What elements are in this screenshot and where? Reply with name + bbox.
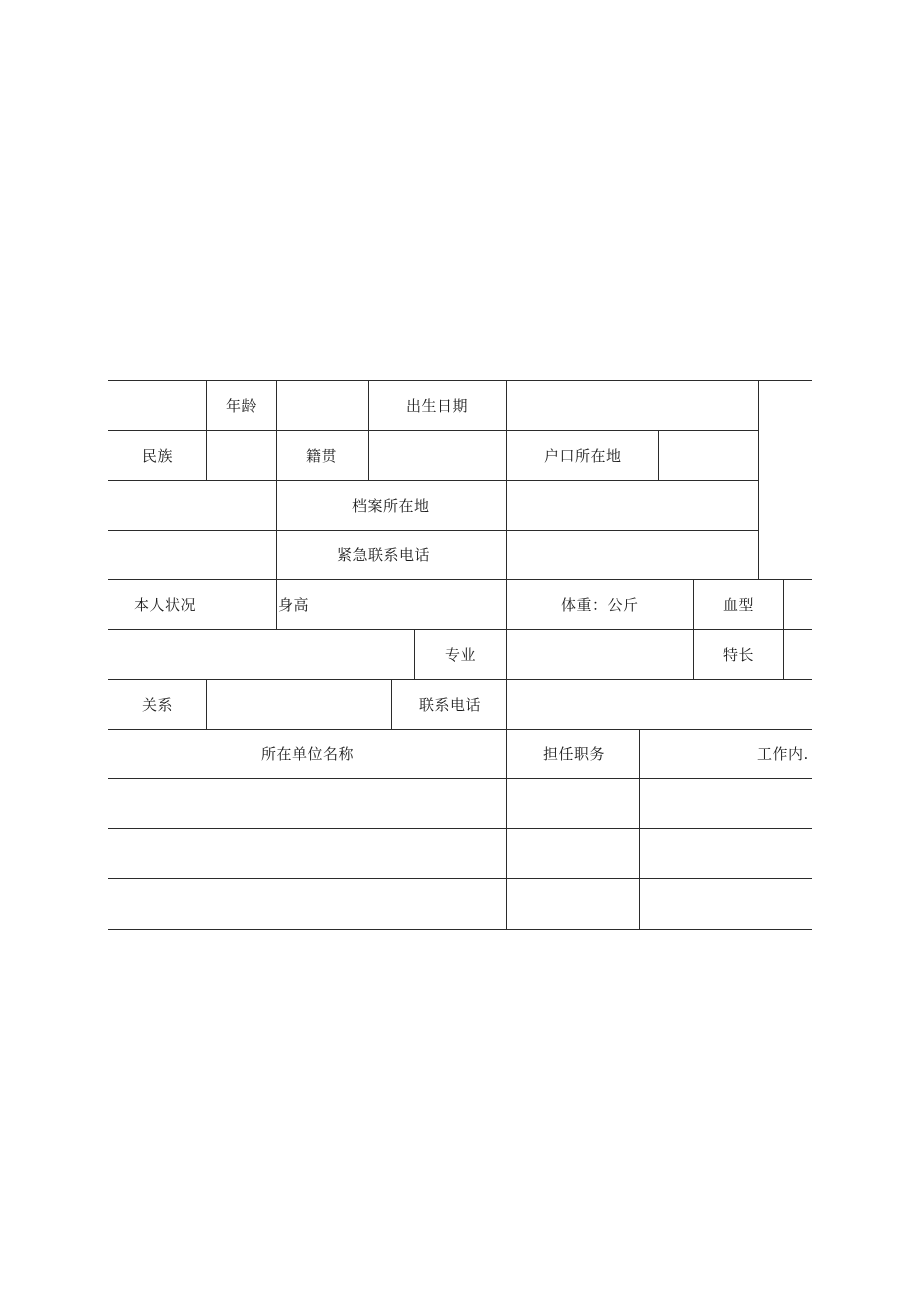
col-divider (391, 679, 392, 729)
ethnicity-label: 民族 (142, 447, 174, 465)
weight-label: 体重：公斤 (561, 596, 639, 614)
name-value-cell[interactable] (109, 381, 205, 430)
work-row-content-cell[interactable] (640, 829, 812, 878)
blood-type-label: 血型 (723, 596, 755, 614)
work-content-header: 工作内. (757, 745, 809, 763)
relation-value-cell[interactable] (207, 680, 390, 729)
row-divider (108, 579, 812, 580)
major-value-cell[interactable] (507, 630, 692, 679)
work-row-company-cell[interactable] (109, 879, 505, 929)
age-label: 年龄 (226, 397, 258, 415)
contact-phone-value-cell[interactable] (507, 680, 812, 729)
col-divider (693, 579, 694, 679)
blood-type-value-cell[interactable] (784, 580, 812, 629)
work-row-position-cell[interactable] (507, 779, 638, 828)
birth-date-label: 出生日期 (406, 397, 469, 415)
specialty-label: 特长 (723, 646, 755, 664)
col-divider (414, 629, 415, 679)
height-label: 身高 (278, 596, 310, 614)
native-place-label: 籍贯 (306, 447, 338, 465)
relation-label: 关系 (142, 696, 174, 714)
age-value-cell[interactable] (277, 381, 367, 430)
emergency-phone-value-cell[interactable] (507, 531, 757, 579)
ethnicity-value-cell[interactable] (207, 431, 275, 480)
birth-date-value-cell[interactable] (507, 381, 757, 430)
work-row-content-cell[interactable] (640, 879, 812, 929)
work-row-company-cell[interactable] (109, 779, 505, 828)
work-row-company-cell[interactable] (109, 829, 505, 878)
photo-cell[interactable] (759, 381, 812, 579)
row-divider (108, 629, 812, 630)
archive-location-label: 档案所在地 (352, 497, 430, 515)
contact-phone-label: 联系电话 (419, 696, 482, 714)
native-place-value-cell[interactable] (369, 431, 505, 480)
major-label: 专业 (445, 646, 477, 664)
hukou-value-cell[interactable] (659, 431, 757, 480)
work-row-position-cell[interactable] (507, 829, 638, 878)
self-status-label: 本人状况 (134, 596, 197, 614)
archive-value-cell[interactable] (507, 481, 757, 530)
work-row-position-cell[interactable] (507, 879, 638, 929)
row-divider (108, 729, 812, 730)
table-border-bottom (108, 929, 812, 930)
position-header: 担任职务 (543, 745, 606, 763)
company-name-header: 所在单位名称 (261, 745, 355, 763)
hukou-label: 户口所在地 (544, 447, 622, 465)
specialty-value-cell[interactable] (784, 630, 812, 679)
work-row-content-cell[interactable] (640, 779, 812, 828)
emergency-phone-label: 紧急联系电话 (337, 546, 431, 564)
